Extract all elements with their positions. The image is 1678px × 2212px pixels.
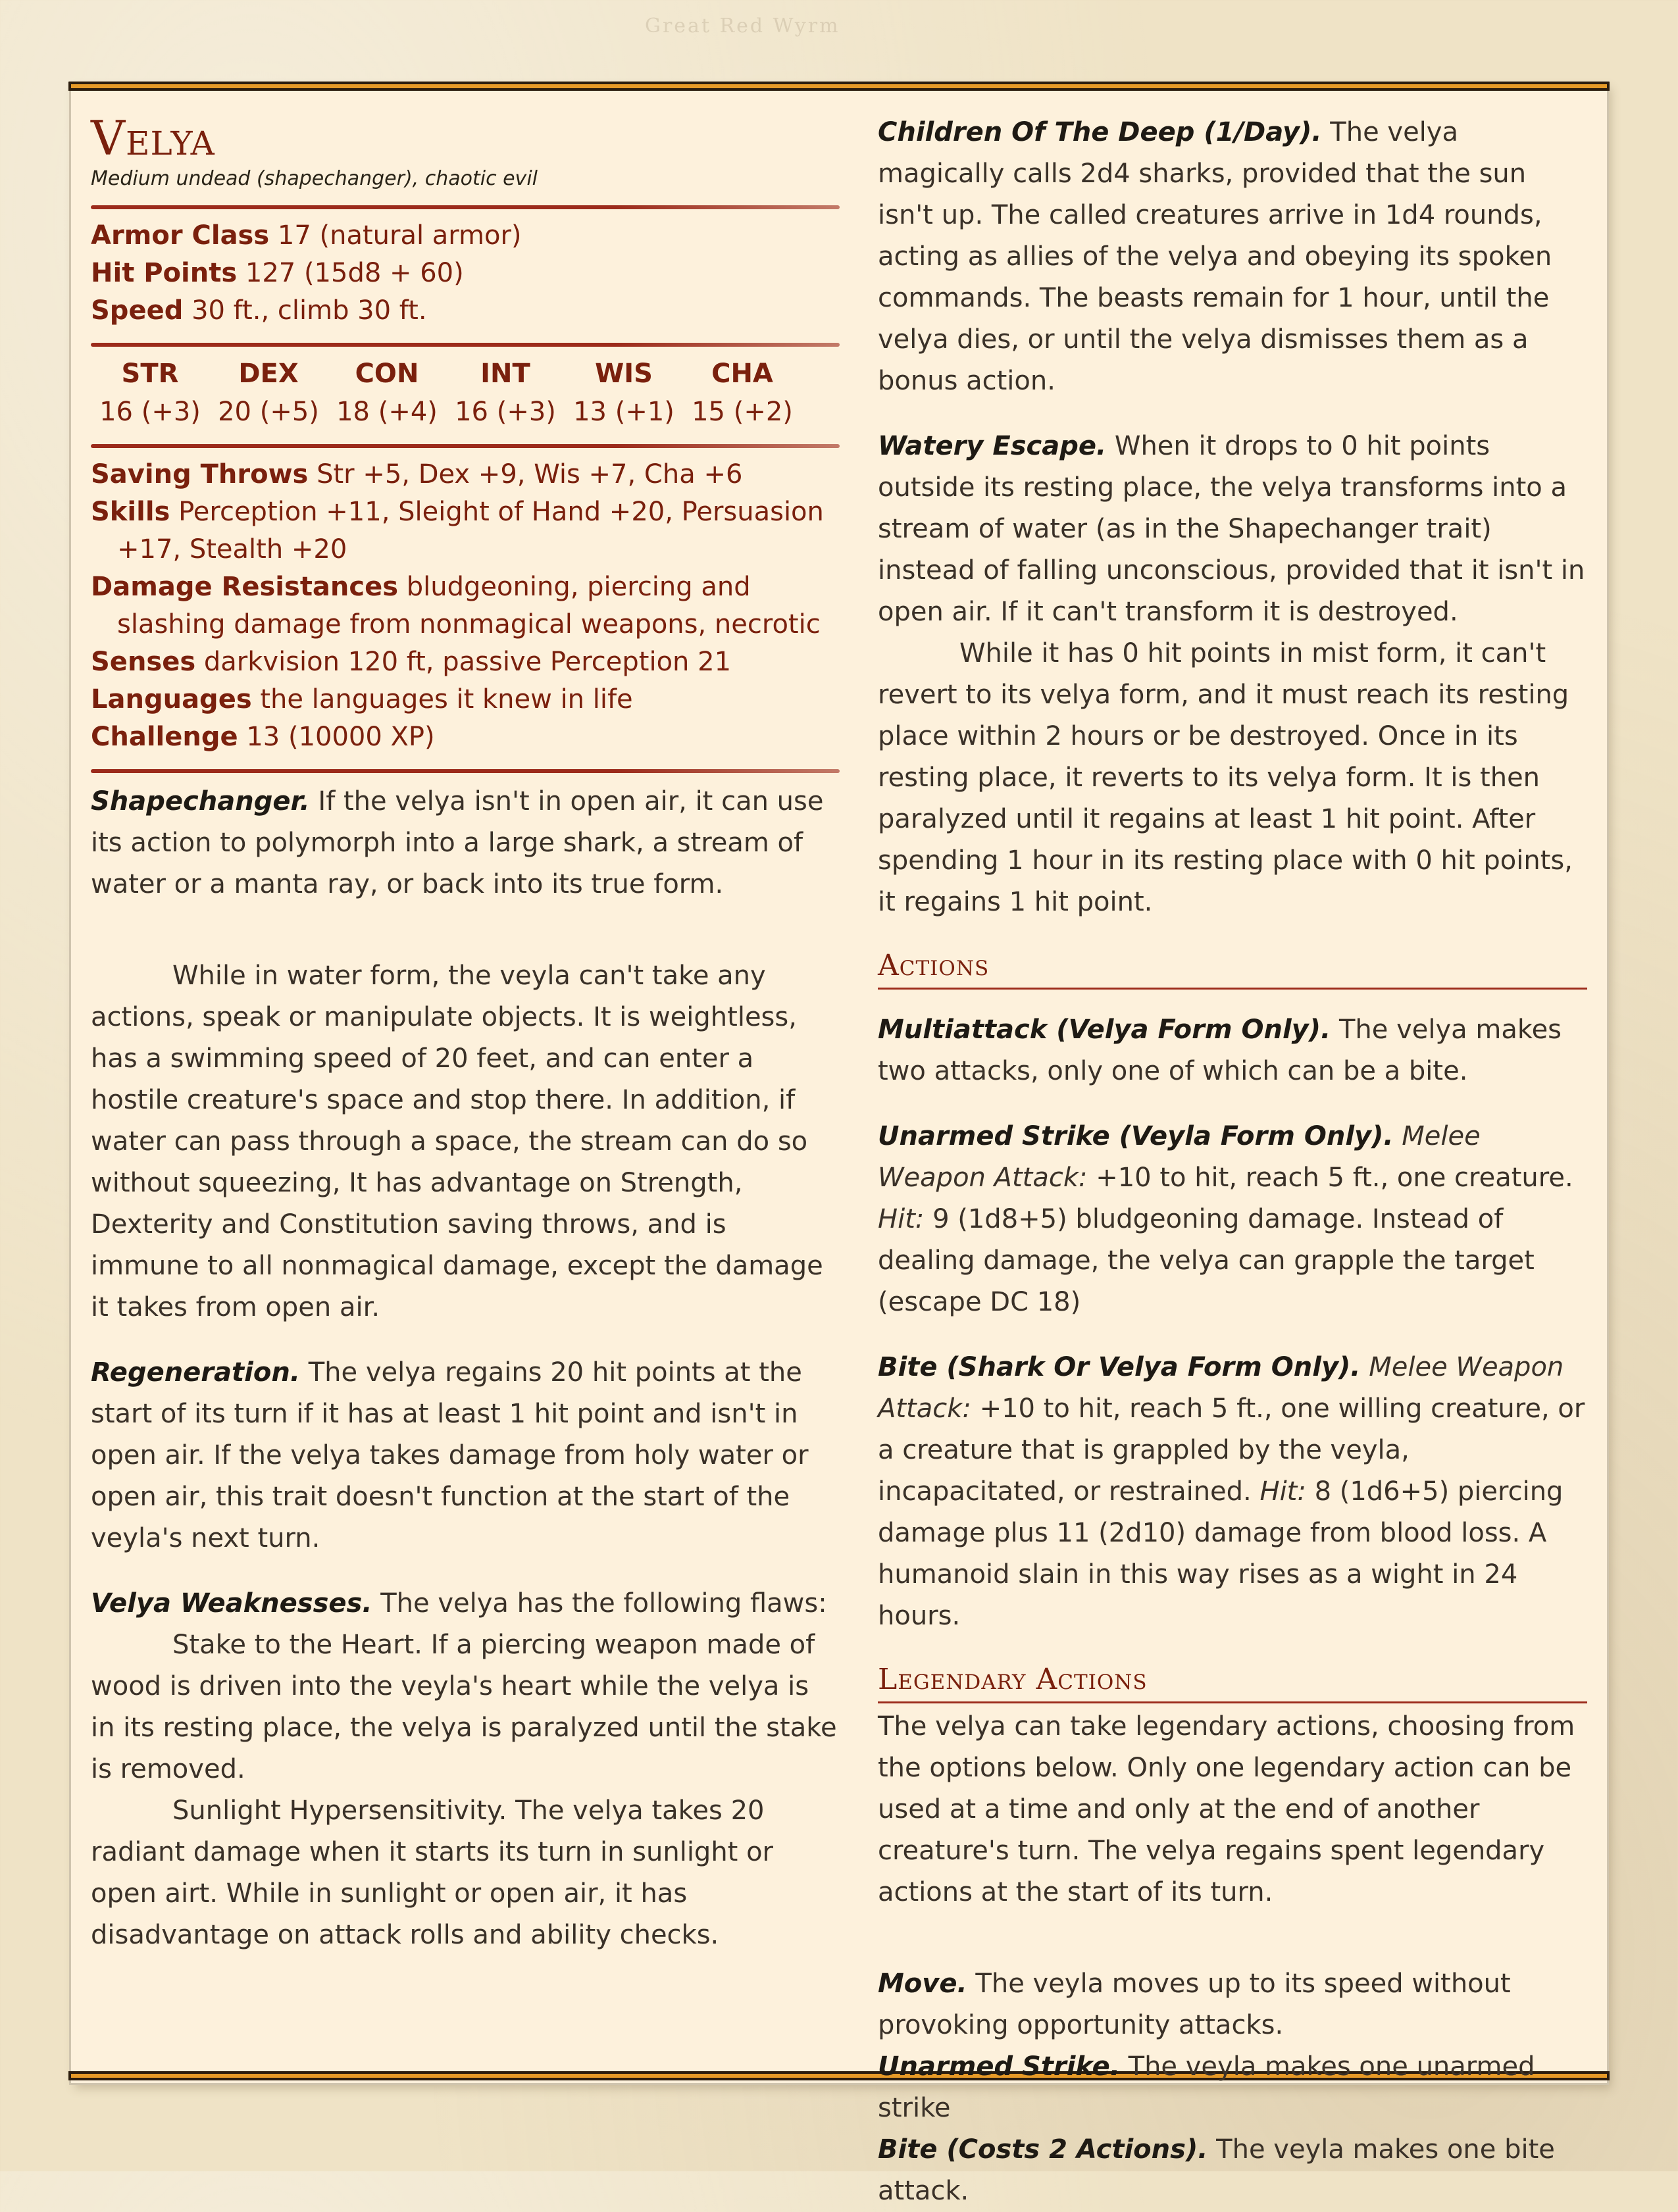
trait-children-of-the-deep — [878, 112, 1587, 402]
challenge — [91, 718, 840, 756]
action-name: Unarmed Strike (Veyla Form Only). — [878, 1121, 1394, 1151]
trait-watery-escape-detail: While it has 0 hit points in mist form, it can't revert to its velya form, and it must reach its resting place within 2 hours or be destroyed. Once in its resting place, it reverts to its velya form. It is then paralyzed until it regains at least 1 hit point. After spending 1 hour in its resting place with 0 hit points, it regains 1 hit point. — [878, 638, 1573, 917]
languages — [91, 681, 840, 718]
challenge-label: Challenge — [91, 722, 238, 752]
trait-regeneration — [91, 1352, 840, 1559]
trait-name: Shapechanger. — [91, 786, 310, 817]
ability-name: WIS — [595, 359, 653, 389]
action-damage: 9 (1d8+5) bludgeoning damage. Instead of dealing damage, the velya can grapple the target (escape DC 18) — [878, 1204, 1535, 1317]
legendary-move — [878, 1963, 1587, 2046]
legendary-bite — [878, 2129, 1587, 2212]
saving-throws-value: Str +5, Dex +9, Wis +7, Cha +6 — [317, 459, 743, 490]
legendary-action-name: Unarmed Strike. — [878, 2051, 1120, 2082]
damage-resistances — [91, 568, 840, 643]
legendary-action-text: The veyla makes one unarmed strike — [878, 2051, 1535, 2123]
divider — [91, 343, 840, 347]
trait-text: If the velya isn't in open air, it can use its action to polymorph into a large shark, a stream of water or a manta ray, or back into its true form. — [91, 786, 824, 899]
senses-value: darkvision 120 ft, passive Perception 21 — [203, 647, 732, 677]
saving-throws-label: Saving Throws — [91, 459, 309, 490]
ability-score: 16 (+3) — [99, 397, 201, 427]
trait-text: The velya has the following flaws: — [380, 1588, 827, 1619]
trait-weaknesses — [91, 1583, 840, 1624]
page-watermark: Great Red Wyrm — [645, 14, 840, 38]
attack-type: Melee Weapon Attack: — [878, 1352, 1564, 1424]
action-unarmed-strike — [878, 1116, 1587, 1323]
hit-label: Hit: — [878, 1204, 925, 1234]
action-name: Bite (Shark Or Velya Form Only). — [878, 1352, 1361, 1382]
trait-name: Watery Escape. — [878, 431, 1107, 461]
action-text: +10 to hit, reach 5 ft., one willing creature, or a creature that is grappled by the veyla, incapacitated, or restrained. — [878, 1394, 1585, 1507]
ability-score: 16 (+3) — [455, 397, 556, 427]
ability-score: 20 (+5) — [218, 397, 319, 427]
skills — [91, 493, 840, 568]
trait-name: Children Of The Deep (1/Day). — [878, 117, 1322, 147]
trait-name: Velya Weaknesses. — [91, 1588, 372, 1619]
trait-text: The velya magically calls 2d4 sharks, provided that the sun isn't up. The called creatures arrive in 1d4 rounds, acting as allies of the velya and obeying its spoken commands. The beasts remain for 1 hour, until the velya dies, or until the velya dismisses them as a bonus action. — [878, 117, 1552, 396]
senses-label: Senses — [91, 647, 196, 677]
ability-name: INT — [480, 359, 530, 389]
speed — [91, 292, 840, 330]
ability-name: STR — [121, 359, 179, 389]
legendary-action-text: The veyla moves up to its speed without provoking opportunity attacks. — [878, 1969, 1511, 2040]
weakness-sunlight: Sunlight Hypersensitivity. The velya takes 20 radiant damage when it starts its turn in sunlight or open airt. While in sunlight or open air, it has disadvantage on attack rolls and ability checks. — [91, 1796, 773, 1950]
hit-points-label: Hit Points — [91, 258, 238, 288]
ability-score: 13 (+1) — [573, 397, 674, 427]
right-column — [878, 112, 1587, 2212]
ability-score: 18 (+4) — [336, 397, 438, 427]
action-text: +10 to hit, reach 5 ft., one creature. — [1096, 1163, 1573, 1193]
spacer — [91, 929, 840, 955]
ability-con — [328, 355, 446, 431]
ability-score: 15 (+2) — [692, 397, 793, 427]
legendary-action-name: Bite (Costs 2 Actions). — [878, 2134, 1208, 2165]
ability-wis — [565, 355, 683, 431]
ability-int — [446, 355, 565, 431]
saving-throws — [91, 456, 840, 493]
legendary-action-name: Move. — [878, 1969, 967, 1999]
ability-dex — [209, 355, 328, 431]
senses — [91, 643, 840, 681]
ability-name: CON — [355, 359, 419, 389]
top-border-bar — [68, 82, 1610, 91]
skills-label: Skills — [91, 497, 170, 527]
left-column — [91, 112, 840, 1956]
action-text: The velya makes two attacks, only one of which can be a bite. — [878, 1015, 1562, 1086]
legendary-action-text: The veyla makes one bite attack. — [878, 2134, 1555, 2206]
divider — [91, 769, 840, 773]
divider — [91, 444, 840, 448]
action-multiattack — [878, 1009, 1587, 1092]
ability-name: DEX — [238, 359, 299, 389]
trait-watery-escape — [878, 426, 1587, 633]
challenge-value: 13 (10000 XP) — [246, 722, 435, 752]
weakness-stake: Stake to the Heart. If a piercing weapon made of wood is driven into the veyla's heart while the velya is in its resting place, the velya is paralyzed until the stake is removed. — [91, 1630, 837, 1784]
action-damage: 8 (1d6+5) piercing damage plus 11 (2d10) damage from blood loss. A humanoid slain in this way rises as a wight in 24 hours. — [878, 1476, 1564, 1631]
armor-class — [91, 217, 840, 255]
ability-str — [91, 355, 209, 431]
legendary-unarmed-strike — [878, 2046, 1587, 2129]
armor-class-label: Armor Class — [91, 220, 270, 251]
hit-label: Hit: — [1259, 1476, 1306, 1507]
legendary-intro: The velya can take legendary actions, choosing from the options below. Only one legendary action can be used at a time and only at the end of another creature's turn. The velya regains spent legendary actions at the start of its turn. — [878, 1711, 1575, 1907]
trait-shapechanger — [91, 781, 840, 905]
monster-name: Velya — [91, 111, 215, 166]
trait-name: Regeneration. — [91, 1357, 301, 1388]
legendary-actions-heading: Legendary Actions — [878, 1661, 1587, 1703]
hit-points-value: 127 (15d8 + 60) — [245, 258, 464, 288]
languages-value: the languages it knew in life — [260, 684, 633, 715]
ability-scores — [91, 355, 840, 431]
damage-resistances-value: bludgeoning, piercing and slashing damage from nonmagical weapons, necrotic — [117, 572, 821, 640]
skills-value: Perception +11, Sleight of Hand +20, Persuasion +17, Stealth +20 — [117, 497, 824, 565]
spacer — [878, 1937, 1587, 1963]
speed-value: 30 ft., climb 30 ft. — [191, 295, 427, 326]
trait-text: The velya regains 20 hit points at the start of its turn if it has at least 1 hit point and isn't in open air. If the velya takes damage from holy water or open air, this trait doesn't function at the start of the veyla's next turn. — [91, 1357, 809, 1553]
ability-cha — [683, 355, 801, 431]
action-bite — [878, 1347, 1587, 1637]
trait-shapechanger-detail: While in water form, the veyla can't take any actions, speak or manipulate objects. It is weightless, has a swimming speed of 20 feet, and can enter a hostile creature's space and stop there. In addition, if water can pass through a space, the stream can do so without squeezing, It has advantage on Strength, Dexterity and Constitution saving throws, and is immune to all nonmagical damage, except the damage it takes from open air. — [91, 961, 823, 1322]
armor-class-value: 17 (natural armor) — [277, 220, 522, 251]
actions-heading: Actions — [878, 947, 1587, 990]
ability-name: CHA — [711, 359, 773, 389]
monster-type-line: Medium undead (shapechanger), chaotic evil — [91, 167, 538, 190]
trait-text: When it drops to 0 hit points outside its resting place, the velya transforms into a stream of water (as in the Shapechanger trait) instead of falling unconscious, provided that it isn't in open air. If it can't transform it is destroyed. — [878, 431, 1585, 627]
action-name: Multiattack (Velya Form Only). — [878, 1015, 1331, 1045]
attack-type: Melee Weapon Attack: — [878, 1121, 1481, 1193]
languages-label: Languages — [91, 684, 252, 715]
divider — [91, 205, 840, 209]
hit-points — [91, 255, 840, 292]
speed-label: Speed — [91, 295, 184, 326]
damage-resistances-label: Damage Resistances — [91, 572, 399, 602]
